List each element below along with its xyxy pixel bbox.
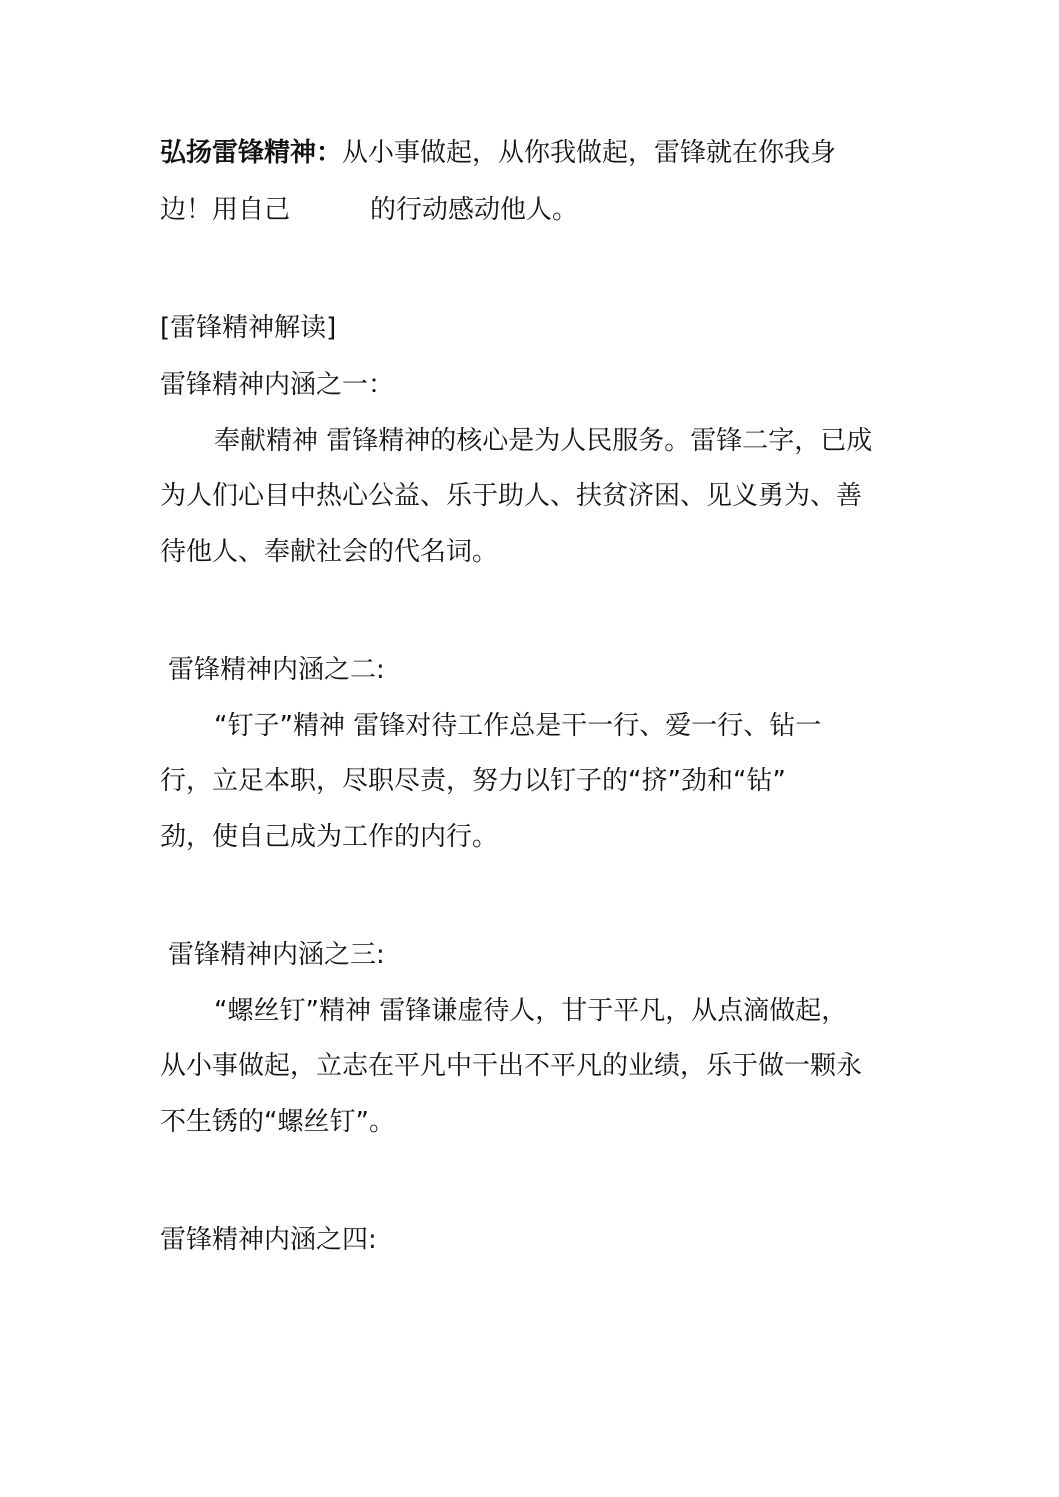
section-3-line-1: “螺丝钉”精神 雷锋谦虚待人，甘于平凡，从点滴做起， <box>214 996 848 1026</box>
section-2-line-1: “钉子”精神 雷锋对待工作总是干一行、爱一行、钻一 <box>214 711 822 741</box>
section-2-line-2: 行，立足本职，尽职尽责，努力以钉子的“挤”劲和“钻” <box>160 766 786 796</box>
section-1-heading: 雷锋精神内涵之一： <box>160 370 395 400</box>
section-3-line-3: 不生锈的“螺丝钉”。 <box>160 1107 395 1137</box>
section-3-heading: 雷锋精神内涵之三: <box>168 940 385 970</box>
intro-line-1 <box>160 138 836 168</box>
intro-text-2b: 的行动感动他人。 <box>370 195 579 225</box>
section-1-line-1: 奉献精神 雷锋精神的核心是为人民服务。雷锋二字，已成 <box>214 426 873 456</box>
intro-text-2a: 边！用自己 <box>160 195 291 225</box>
intro-heading: 弘扬雷锋精神： <box>160 138 343 168</box>
section-2-heading: 雷锋精神内涵之二: <box>168 655 385 685</box>
section-2-line-3: 劲，使自己成为工作的内行。 <box>160 822 499 852</box>
section-1-line-2: 为人们心目中热心公益、乐于助人、扶贫济困、见义勇为、善 <box>160 481 863 511</box>
intro-text-1: 从小事做起，从你我做起，雷锋就在你我身 <box>342 138 837 168</box>
reading-title: [雷锋精神解读] <box>160 313 337 343</box>
section-3-line-2: 从小事做起，立志在平凡中干出不平凡的业绩，乐于做一颗永 <box>160 1051 863 1081</box>
section-1-line-3: 待他人、奉献社会的代名词。 <box>160 537 499 567</box>
section-4-heading: 雷锋精神内涵之四: <box>160 1225 377 1255</box>
intro-line-2 <box>160 195 578 225</box>
